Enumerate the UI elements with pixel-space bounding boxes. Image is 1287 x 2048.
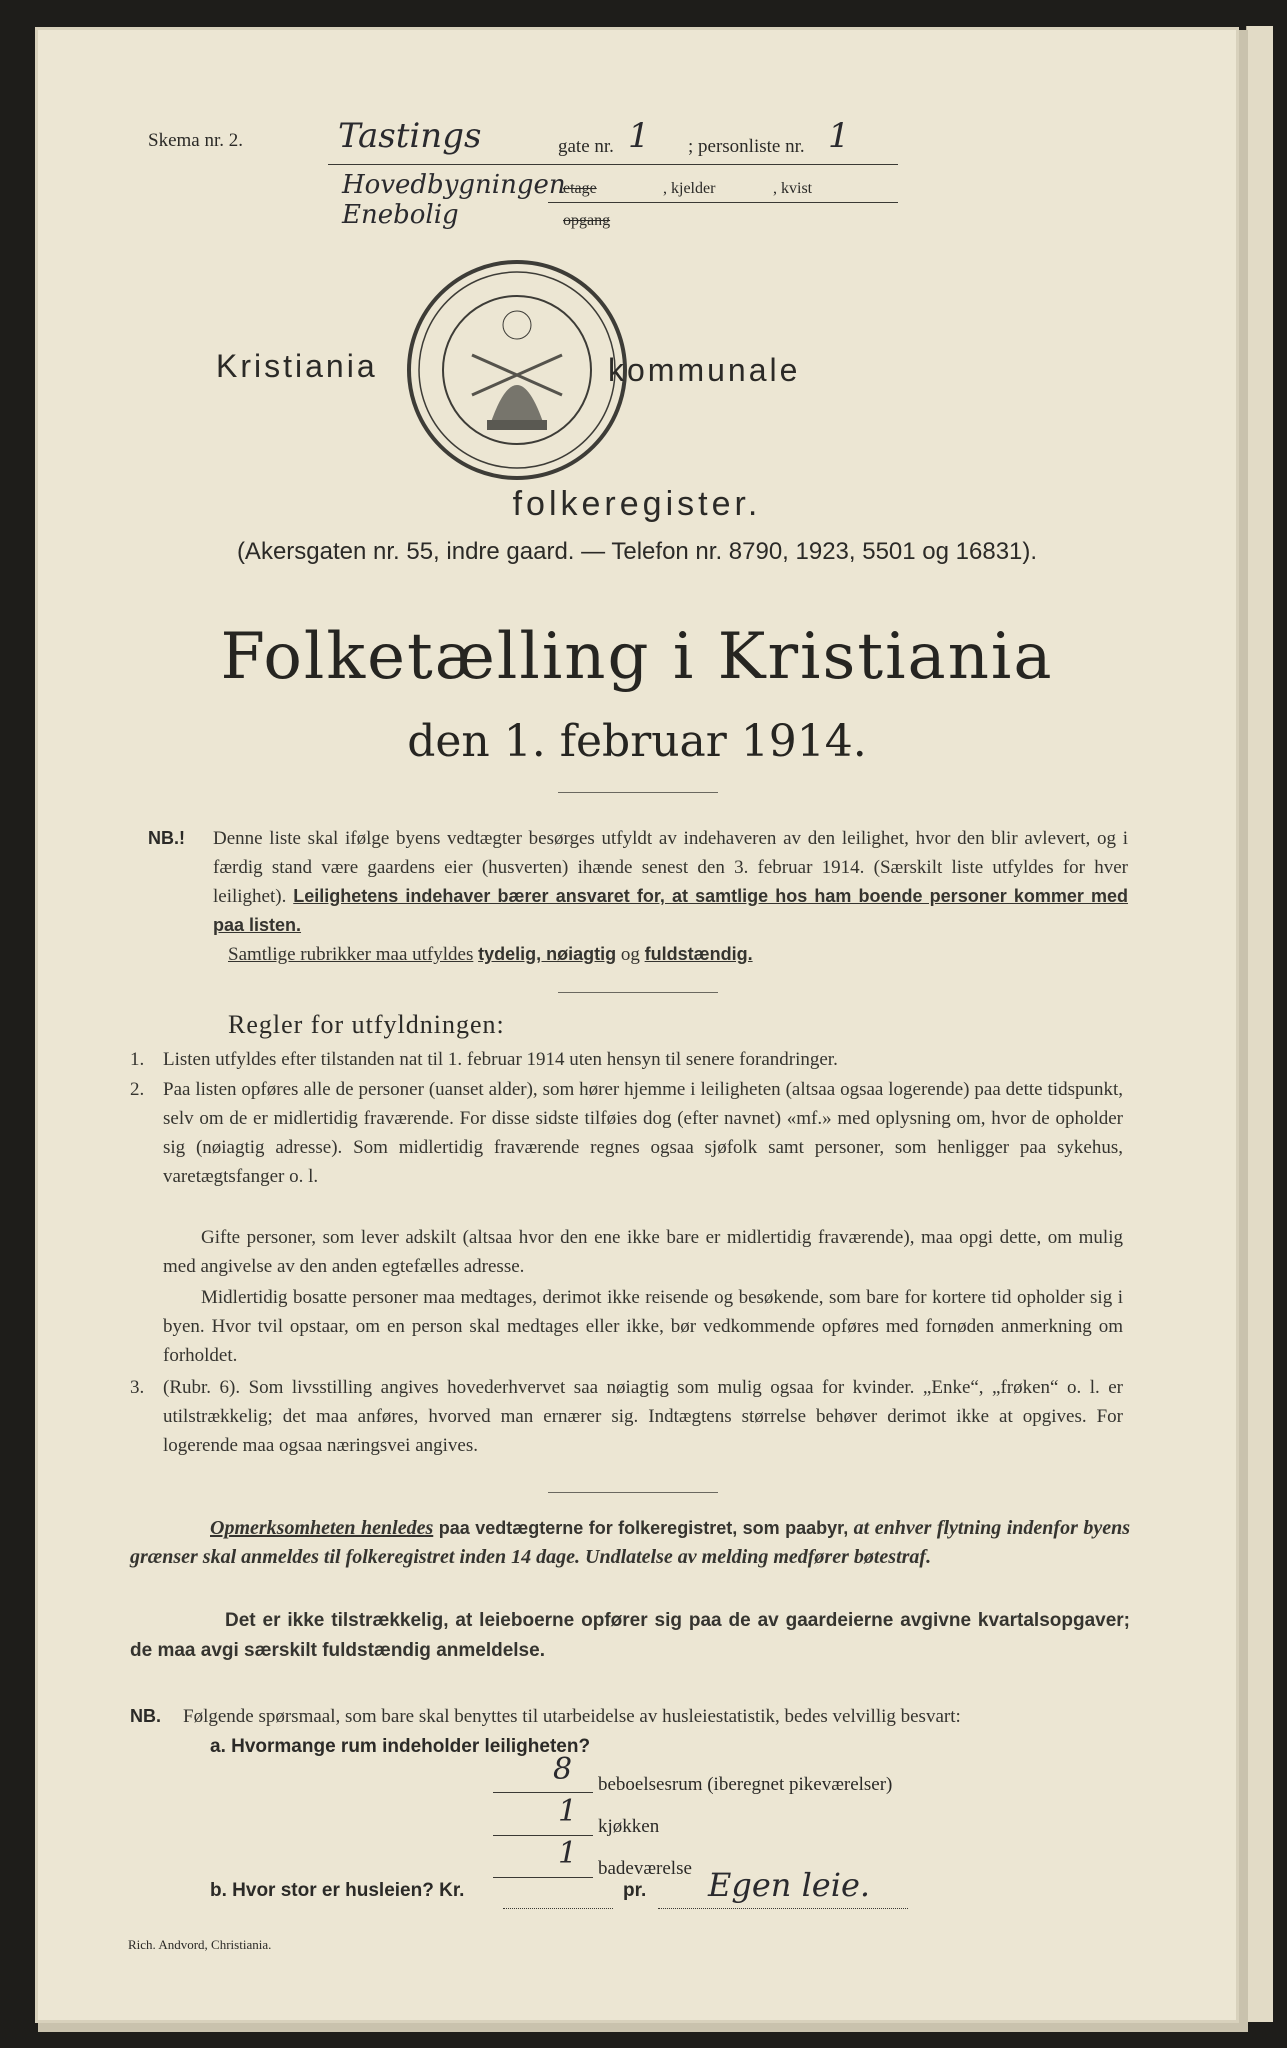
- divider-1: [558, 792, 718, 793]
- etage-line: [548, 202, 898, 203]
- notice-paragraph: [130, 1514, 1130, 1572]
- nb1-paragraph: [213, 824, 1128, 940]
- notice-lead: Opmerksomheten henledes: [210, 1517, 434, 1539]
- rule1-num: 1.: [130, 1049, 145, 1070]
- nb1-label: NB.!: [148, 828, 185, 848]
- rent-kr-line: [503, 1908, 613, 1909]
- kvist-label: , kvist: [773, 180, 813, 197]
- census-form-page: [38, 30, 1236, 2020]
- nb1-text: Denne liste skal ifølge byens vedtægter besørges utfyldt av indehaveren av den leilighet, hvor den blir avlevert, og i færdig stand være gaardens eier (husverten) ihænde senest den 3. februar 1914. (Særskilt liste utfyldes for hver leilighet).: [213, 828, 1128, 907]
- gate-number-hw: 1: [628, 116, 650, 156]
- office-address: (Akersgaten nr. 55, indre gaard. — Telefon nr. 8790, 1923, 5501 og 16831).: [236, 538, 1038, 565]
- building-handwriting-2: Enebolig: [342, 200, 459, 230]
- notice-tail: at enhver flytning indenfor byens grænser skal anmeldes til folkeregistret inden 14 dage. Undlatelse av melding medfører bøtestraf.: [130, 1517, 1130, 1568]
- rooms-line: [493, 1792, 593, 1793]
- nb1-line3d: fuldstændig.: [644, 944, 753, 964]
- bath-label: badeværelse: [598, 1858, 692, 1879]
- kitchen-line: [493, 1835, 593, 1836]
- building-handwriting-1: Hovedbygningen: [342, 170, 566, 200]
- nb1-line3: [228, 940, 1128, 969]
- per-label: pr.: [623, 1880, 647, 1901]
- bath-hw: 1: [558, 1836, 578, 1871]
- printer-credit: Rich. Andvord, Christiania.: [128, 1937, 272, 1952]
- org-right-text: kommunale: [608, 352, 801, 388]
- rule2b-text: Gifte personer, som lever adskilt (altsaa hvor den ene ikke bare er midlertidig fraværende), maa opgi dette, om mulig med angivelse av den anden egtefælles adresse.: [163, 1227, 1123, 1277]
- personliste-label: ; personliste nr.: [688, 136, 805, 157]
- nb2-text: Følgende spørsmaal, som bare skal benyttes til utarbeidelse av husleiestatistik, bedes velvillig besvart:: [183, 1706, 961, 1727]
- skema-label: Skema nr. 2.: [148, 130, 243, 151]
- rule2-text: Paa listen opføres alle de personer (uanset alder), som hører hjemme i leiligheten (altsaa ogsaa logerende) paa dette tidspunkt, selv om de er midlertidig fraværende. For disse sidste tilføies dog (efter navnet) «mf.» med oplysning om, hvor de opholder sig (nøiagtig adresse). Som midlertidig fraværende regnes ogsaa sjøfolk samt personer, som henligger paa sykehus, varetægtsfanger o. l.: [163, 1079, 1123, 1187]
- rooms-hw: 8: [553, 1752, 573, 1787]
- rule2c-text: Midlertidig bosatte personer maa medtages, derimot ikke reisende og besøkende, som bare for kortere tid opholder sig i byen. Hvor tvil opstaar, om en person skal medtages eller ikke, bør vedkommende opføres med fornøden anmerkning om forholdet.: [163, 1287, 1123, 1366]
- rent-hw: Egen leie.: [708, 1866, 871, 1904]
- kitchen-label: kjøkken: [598, 1816, 660, 1837]
- page-stack-edge: [1246, 26, 1273, 2022]
- personliste-number-hw: 1: [828, 116, 850, 156]
- document-subtitle: den 1. februar 1914.: [407, 716, 867, 767]
- gate-label: gate nr.: [558, 136, 614, 157]
- org-left-text: Kristiania: [216, 348, 378, 384]
- rooms-label: beboelsesrum (iberegnet pikeværelser): [598, 1774, 893, 1795]
- notice-mid: paa vedtægterne for folkeregistret, som paabyr,: [438, 1518, 849, 1538]
- question-a: a. Hvormange rum indeholder leiligheten?: [210, 1736, 591, 1757]
- divider-2: [558, 992, 718, 993]
- question-b: b. Hvor stor er husleien? Kr.: [210, 1880, 465, 1901]
- kristiania-seal-icon: [402, 255, 632, 485]
- rule2-num: 2.: [130, 1079, 145, 1100]
- nb2-label: NB.: [130, 1706, 161, 1726]
- folkeregister-heading: folkeregister.: [512, 485, 762, 523]
- nb1-bold-text: Leilighetens indehaver bærer ansvaret for, at samtlige hos ham boende personer kommer med paa listen.: [213, 886, 1129, 935]
- rule3-text: (Rubr. 6). Som livsstilling angives hovederhvervet saa nøiagtig som mulig ogsaa for kvinder. „Enke“, „frøken“ o. l. er utilstrækkelig; det maa anføres, hvorved man ernærer sig. Indtægtens størrelse behøver derimot ikke at opgives. For logerende maa ogsaa næringsvei angives.: [163, 1377, 1123, 1456]
- header-line: [328, 164, 898, 165]
- bath-line: [493, 1877, 593, 1878]
- kjelder-label: , kjelder: [663, 180, 716, 197]
- etage-label: etage: [563, 180, 597, 197]
- document-title: Folketælling i Kristiania: [220, 620, 1054, 694]
- rule3-num: 3.: [130, 1377, 145, 1398]
- rule1-text: Listen utfyldes efter tilstanden nat til 1. februar 1914 uten hensyn til senere forandringer.: [163, 1049, 838, 1070]
- nb1-line3c: og: [620, 944, 640, 965]
- opgang-label: opgang: [563, 212, 611, 229]
- divider-3: [548, 1492, 718, 1493]
- street-handwriting: Tastings: [338, 116, 482, 156]
- rules-heading: Regler for utfyldningen:: [228, 1010, 505, 1039]
- kitchen-hw: 1: [558, 1794, 578, 1829]
- notice-paragraph-2: Det er ikke tilstrækkelig, at leieboerne opfører sig paa de av gaardeierne avgivne kvartalsopgaver; de maa avgi særskilt fuldstændig anmeldelse.: [130, 1610, 1130, 1661]
- nb1-line3b: tydelig, nøiagtig: [478, 944, 617, 964]
- nb1-line3a: Samtlige rubrikker maa utfyldes: [228, 944, 474, 965]
- rent-per-line: [658, 1908, 908, 1909]
